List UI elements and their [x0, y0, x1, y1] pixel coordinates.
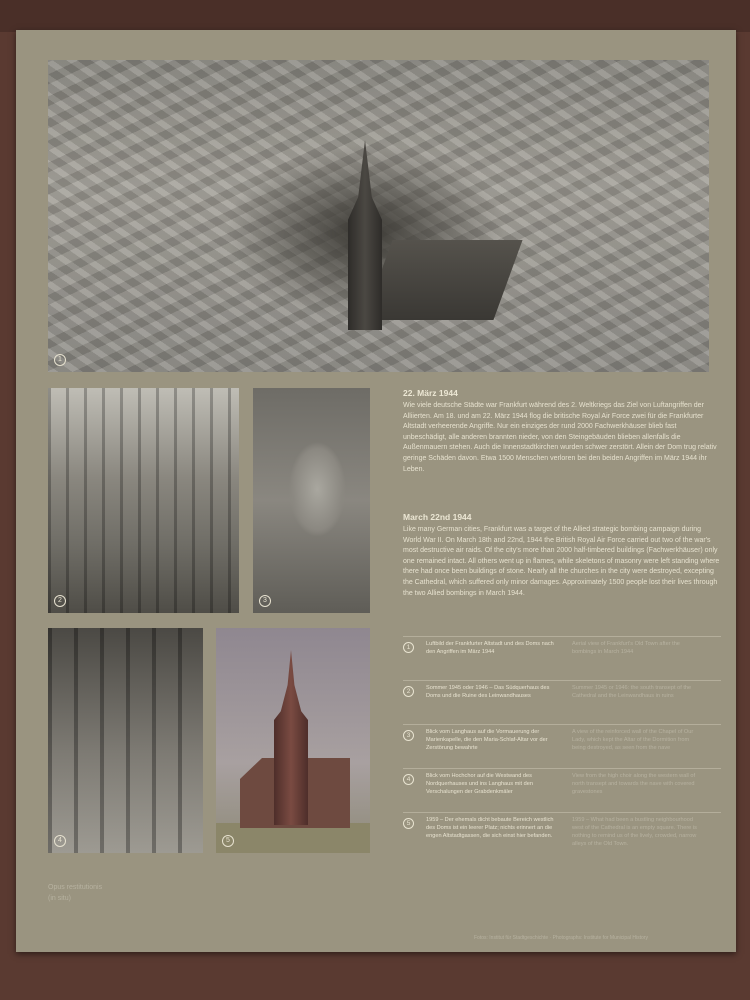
- caption-divider: [403, 724, 721, 725]
- caption-number: 2: [403, 686, 414, 697]
- german-text-block: [403, 388, 721, 475]
- series-subtitle: (in situ): [48, 895, 71, 902]
- caption-german: Blick vom Hochchor auf die Westwand des Nordquerhauses und ins Langhaus mit den Verschalungen der Grabdenkmäler: [426, 773, 533, 795]
- caption-english: Aerial view of Frankfurt's Old Town after the bombings in March 1944: [572, 641, 680, 655]
- caption-german: Blick vom Langhaus auf die Vormauerung der Marienkapelle, die den Maria-Schlaf-Altar vor der Zerstörung bewahrte: [426, 729, 548, 751]
- english-text-block: [403, 512, 721, 599]
- photo-credit: Fotos: Institut für Stadtgeschichte · Photographs: Institute for Municipal History: [474, 935, 648, 941]
- caption-row: [403, 816, 721, 860]
- aerial-photo-old-town: [48, 60, 709, 372]
- caption-number: 3: [403, 730, 414, 741]
- exhibition-panel: [16, 30, 736, 952]
- cathedral-nave: [363, 240, 522, 320]
- caption-row: [403, 728, 721, 772]
- photo-number: 3: [259, 595, 271, 607]
- caption-english: View from the high choir along the western wall of north transept and towards the nave with covered gravestones: [572, 773, 696, 795]
- caption-row: [403, 684, 721, 728]
- series-title: Opus restitutionis: [48, 884, 103, 891]
- german-heading: 22. März 1944: [403, 388, 458, 398]
- caption-row: [403, 772, 721, 816]
- wall-background: [0, 0, 750, 32]
- caption-divider: [403, 812, 721, 813]
- german-paragraph: Wie viele deutsche Städte war Frankfurt während des 2. Weltkriegs das Ziel von Luftangriffen der Alliierten. Am 18. und am 22. März 1944 flog die britische Royal Air Force zwei für die Frankfurter Altstadt verheerende Angriffe. Nur ein einziges der rund 2000 Fachwerkhäuser blieb fast unbeschädigt, alle anderen brannten nieder, von den Steingebäuden blieben allenfalls die Außenmauern stehen. Auch die Innenstadtkirchen wurden schwer zerstört. Allein der Dom trug relativ geringe Schäden davon. Etwa 1500 Menschen verloren bei den beiden Angriffen im März 1944 ihr Leben.: [403, 402, 717, 473]
- caption-divider: [403, 680, 721, 681]
- exhibit-series-label: [48, 882, 102, 904]
- english-paragraph: Like many German cities, Frankfurt was a target of the Allied strategic bombing campaign during World War II. On March 18th and 22nd, 1944 the British Royal Air Force carried out two of the war's most destructive air raids. Of the city's more than 2000 half-timbered buildings (Fachwerkhäuser) only one remained intact. All others went up in flames, while skeletons of masonry were left standing where there had once been buildings of stone. Nearly all the churches in the city were destroyed, excepting the Cathedral, which suffered only minor damages. Approximately 1500 people lost their lives through the two Allied bombings in March 1944.: [403, 526, 720, 597]
- caption-english: Summer 1945 or 1946: the south transept of the Cathedral and the Leinwandhaus in ruins: [572, 685, 692, 699]
- caption-english: A view of the reinforced wall of the Chapel of Our Lady, which kept the Altar of the Dormition from being destroyed, as seen from the nave: [572, 729, 694, 751]
- photo-number: 5: [222, 835, 234, 847]
- caption-english: 1959 – What had been a bustling neighbourhood west of the Cathedral is an empty square. There is nothing to remind us of the lively, crowded, narrow alleys of the Old Town.: [572, 817, 697, 847]
- photo-number: 2: [54, 595, 66, 607]
- caption-german: 1959 – Der ehemals dicht bebaute Bereich westlich des Doms ist ein leerer Platz; nichts erinnert an die engen Altstadtgassen, die sich einst hier befanden.: [426, 817, 554, 839]
- photo-high-choir: [48, 628, 203, 853]
- caption-divider: [403, 636, 721, 637]
- cathedral-tower: [274, 650, 308, 825]
- caption-number: 4: [403, 774, 414, 785]
- caption-row: [403, 640, 721, 684]
- caption-divider: [403, 768, 721, 769]
- caption-german: Luftbild der Frankfurter Altstadt und des Doms nach den Angriffen im März 1944: [426, 641, 554, 655]
- english-heading: March 22nd 1944: [403, 512, 472, 522]
- caption-number: 1: [403, 642, 414, 653]
- photo-captions: [403, 640, 721, 860]
- photo-south-transept: [48, 388, 239, 613]
- cathedral-spire: [348, 140, 382, 330]
- photo-number: 1: [54, 354, 66, 366]
- photo-number: 4: [54, 835, 66, 847]
- photo-chapel-wall: [253, 388, 370, 613]
- caption-german: Sommer 1945 oder 1946 – Das Südquerhaus des Doms und die Ruine des Leinwandhauses: [426, 685, 550, 699]
- photo-cathedral-1959: [216, 628, 370, 853]
- caption-number: 5: [403, 818, 414, 829]
